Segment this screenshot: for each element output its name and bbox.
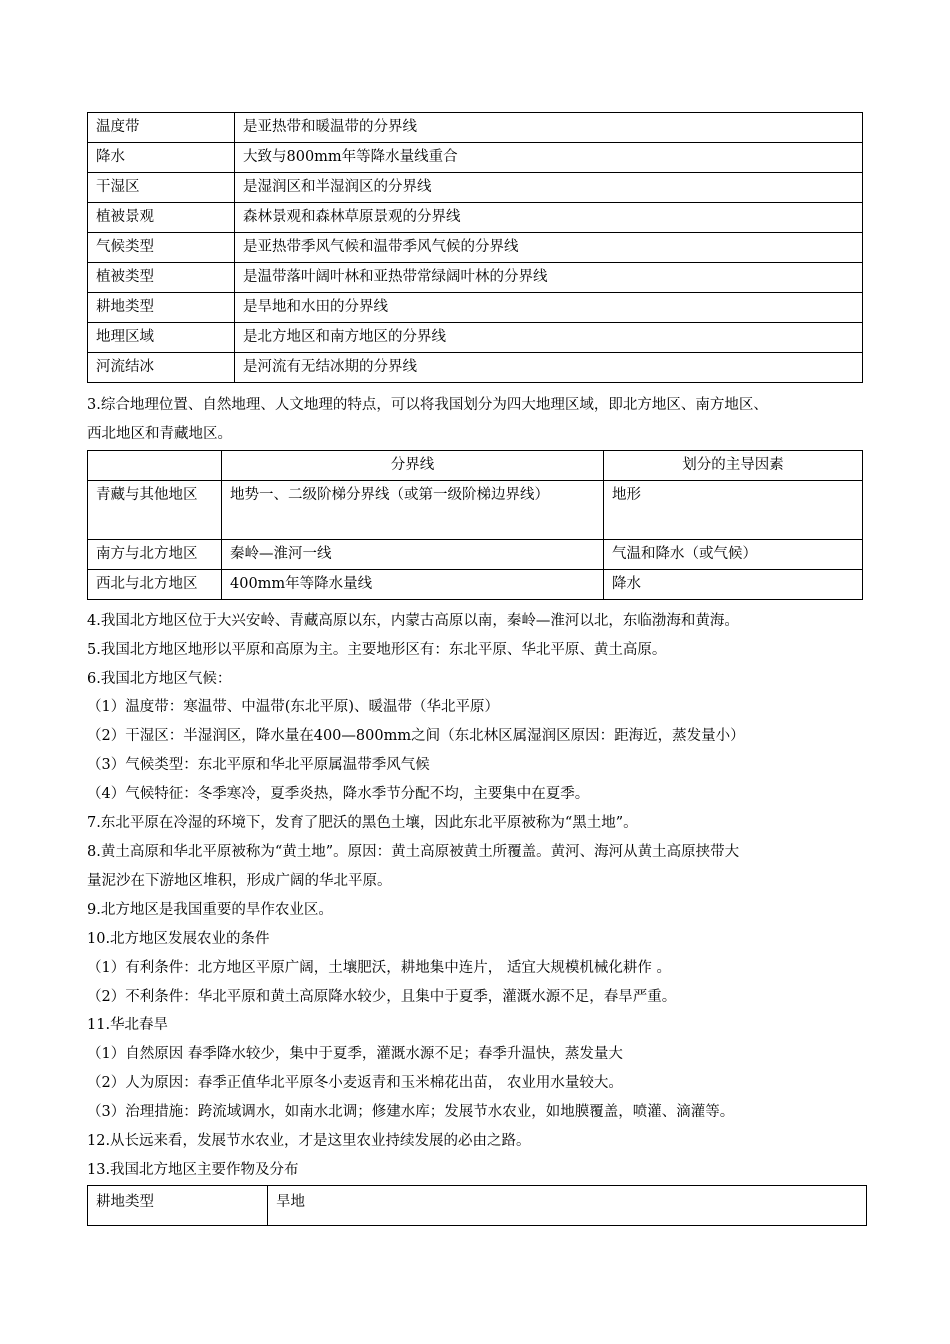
table-row <box>88 481 863 540</box>
paragraph-line: 6.我国北方地区气候： <box>87 671 232 687</box>
row-factor: 气温和降水（或气候） <box>604 540 863 570</box>
table-row <box>88 323 863 353</box>
paragraph-line: 12.从长远来看，发展节水农业，才是这里农业持续发展的必由之路。 <box>87 1133 531 1149</box>
paragraph-line: 8.黄土高原和华北平原被称为“黄土地”。原因：黄土高原被黄土所覆盖。黄河、海河从黄土高原挟带大 <box>87 844 740 860</box>
row-value: 是湿润区和半湿润区的分界线 <box>235 173 863 203</box>
row-factor: 地形 <box>604 481 863 540</box>
row-boundary: 秦岭—淮河一线 <box>222 540 604 570</box>
paragraph-line: （2）干湿区：半湿润区，降水量在400—800mm之间（东北林区属湿润区原因：距海近，蒸发量小） <box>87 728 745 744</box>
table-row <box>88 143 863 173</box>
row-value: 是旱地和水田的分界线 <box>235 293 863 323</box>
row-key: 干湿区 <box>88 173 235 203</box>
crop-distribution-table <box>87 1185 867 1226</box>
paragraph-line: 13.我国北方地区主要作物及分布 <box>87 1162 299 1178</box>
paragraph-line: 3.综合地理位置、自然地理、人文地理的特点，可以将我国划分为四大地理区域，即北方地区、南方地区、 <box>87 397 768 413</box>
table-row <box>88 293 863 323</box>
table-row <box>88 570 863 600</box>
row-key: 青藏与其他地区 <box>88 481 222 540</box>
row-key: 地理区域 <box>88 323 235 353</box>
boundary-significance-table <box>87 112 863 383</box>
paragraph-line: （2）人为原因：春季正值华北平原冬小麦返青和玉米棉花出苗， 农业用水量较大。 <box>87 1075 623 1091</box>
paragraph-line: （3）治理措施：跨流域调水，如南水北调；修建水库；发展节水农业，如地膜覆盖，喷灌、滴灌等。 <box>87 1104 735 1120</box>
row-key: 气候类型 <box>88 233 235 263</box>
paragraph-line: 西北地区和青藏地区。 <box>87 426 232 442</box>
paragraph-line: 4.我国北方地区位于大兴安岭、青藏高原以东，内蒙古高原以南，秦岭—淮河以北，东临渤海和黄海。 <box>87 613 739 629</box>
row-value: 是亚热带和暖温带的分界线 <box>235 113 863 143</box>
table-row <box>88 233 863 263</box>
column-header: 分界线 <box>222 451 604 481</box>
paragraph-line: 7.东北平原在冷湿的环境下，发育了肥沃的黑色土壤，因此东北平原被称为“黑土地”。 <box>87 815 638 831</box>
row-key: 植被类型 <box>88 263 235 293</box>
row-key: 降水 <box>88 143 235 173</box>
table-row <box>88 203 863 233</box>
table-row <box>88 113 863 143</box>
row-value: 大致与800mm年等降水量线重合 <box>235 143 863 173</box>
paragraph-line: （1）温度带：寒温带、中温带(东北平原)、暖温带（华北平原） <box>87 699 500 715</box>
paragraph-line: 9.北方地区是我国重要的旱作农业区。 <box>87 902 333 918</box>
row-key: 温度带 <box>88 113 235 143</box>
row-value: 旱地 <box>268 1186 867 1226</box>
table-row <box>88 540 863 570</box>
table-header-row <box>88 451 863 481</box>
row-key: 耕地类型 <box>88 293 235 323</box>
column-header: 划分的主导因素 <box>604 451 863 481</box>
row-key: 河流结冰 <box>88 353 235 383</box>
paragraph-line: 11.华北春旱 <box>87 1017 169 1033</box>
row-boundary: 地势一、二级阶梯分界线（或第一级阶梯边界线） <box>222 481 604 540</box>
row-value: 是北方地区和南方地区的分界线 <box>235 323 863 353</box>
table-row <box>88 1186 867 1226</box>
paragraph-line: （2）不利条件：华北平原和黄土高原降水较少，且集中于夏季，灌溉水源不足，春旱严重。 <box>87 989 677 1005</box>
row-value: 是温带落叶阔叶林和亚热带常绿阔叶林的分界线 <box>235 263 863 293</box>
paragraph-line: （1）自然原因 春季降水较少，集中于夏季，灌溉水源不足；春季升温快，蒸发量大 <box>87 1046 623 1062</box>
column-header <box>88 451 222 481</box>
paragraph-line: （3）气候类型：东北平原和华北平原属温带季风气候 <box>87 757 430 773</box>
row-value: 是河流有无结冰期的分界线 <box>235 353 863 383</box>
row-value: 森林景观和森林草原景观的分界线 <box>235 203 863 233</box>
row-key: 耕地类型 <box>88 1186 268 1226</box>
paragraph-line: 量泥沙在下游地区堆积，形成广阔的华北平原。 <box>87 873 392 889</box>
row-key: 西北与北方地区 <box>88 570 222 600</box>
table-row <box>88 263 863 293</box>
region-division-table <box>87 450 863 600</box>
paragraph-line: （4）气候特征：冬季寒冷，夏季炎热，降水季节分配不均，主要集中在夏季。 <box>87 786 590 802</box>
row-factor: 降水 <box>604 570 863 600</box>
row-boundary: 400mm年等降水量线 <box>222 570 604 600</box>
row-key: 南方与北方地区 <box>88 540 222 570</box>
row-key: 植被景观 <box>88 203 235 233</box>
paragraph-line: 5.我国北方地区地形以平原和高原为主。主要地形区有：东北平原、华北平原、黄土高原。 <box>87 642 667 658</box>
paragraph-line: 10.北方地区发展农业的条件 <box>87 931 270 947</box>
table-row <box>88 353 863 383</box>
paragraph-line: （1）有利条件：北方地区平原广阔，土壤肥沃，耕地集中连片， 适宜大规模机械化耕作 。 <box>87 960 671 976</box>
row-value: 是亚热带季风气候和温带季风气候的分界线 <box>235 233 863 263</box>
table-row <box>88 173 863 203</box>
